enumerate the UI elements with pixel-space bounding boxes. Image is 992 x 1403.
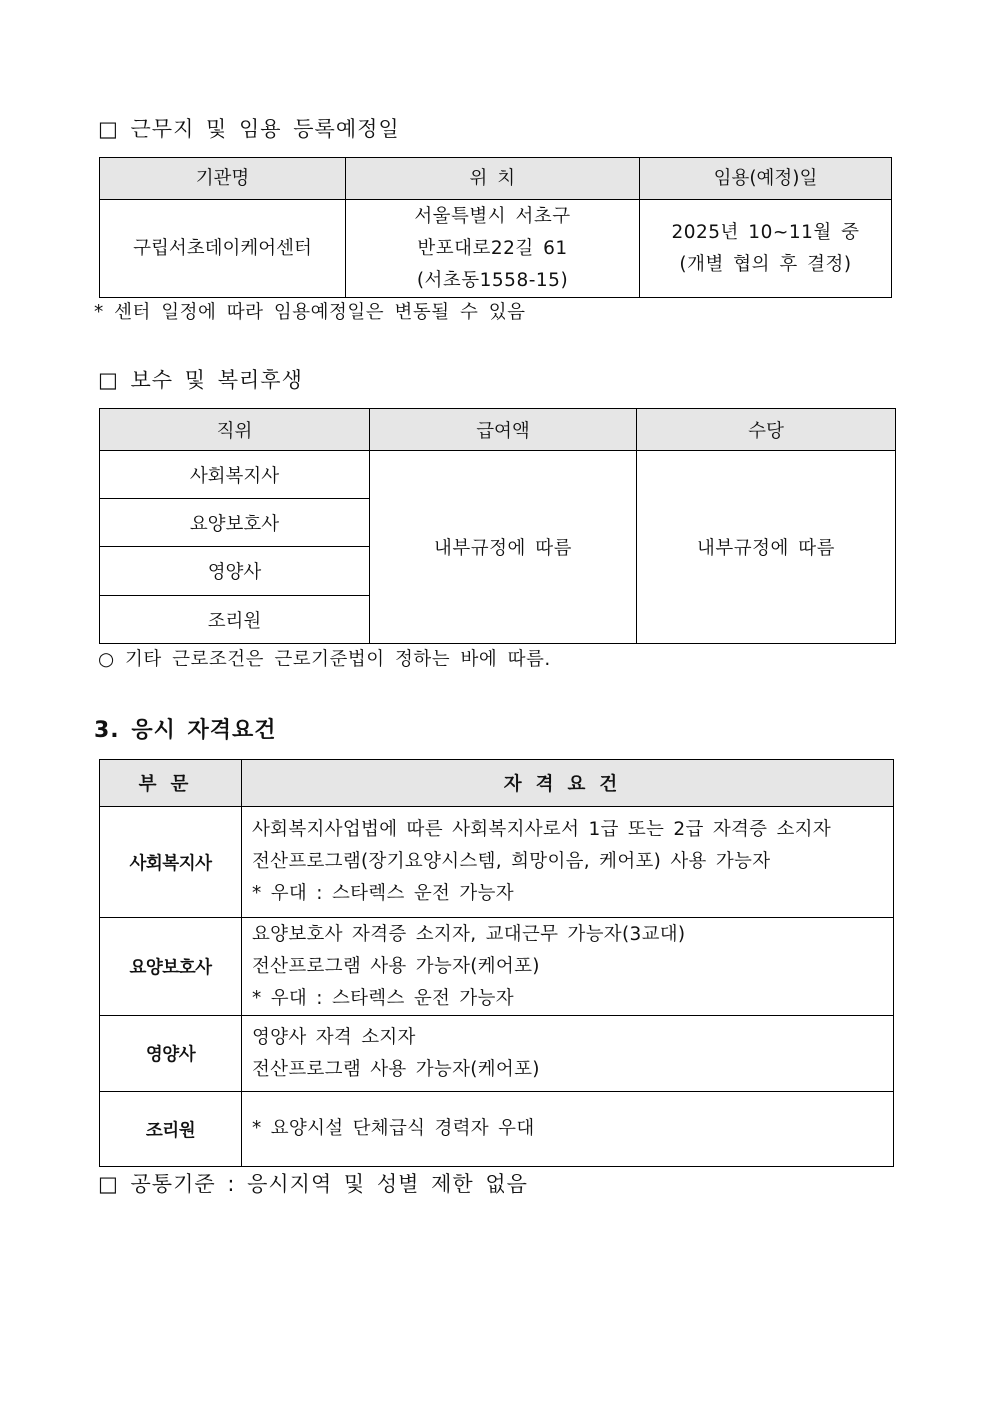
position-cell: 영양사 (100, 547, 370, 596)
requirements-cell (242, 1092, 894, 1167)
qualifications-table (99, 759, 894, 1167)
header-institution: 기관명 (100, 158, 346, 200)
allowance-cell: 내부규정에 따름 (637, 451, 896, 644)
requirement-line: 사회복지사업법에 따른 사회복지사로서 1급 또는 2급 자격증 소지자 (252, 819, 832, 840)
header-requirements: 자격요건 (242, 760, 894, 807)
header-location: 위 치 (346, 158, 640, 200)
position-cell: 요양보호사 (100, 499, 370, 547)
dept-cell: 영양사 (100, 1016, 242, 1092)
header-position: 직위 (100, 409, 370, 451)
institution-name: 구립서초데이케어센터 (100, 200, 346, 298)
requirement-line: 전산프로그램 사용 가능자(케어포) (252, 955, 540, 977)
requirement-line: 전산프로그램 사용 가능자(케어포) (252, 1058, 540, 1080)
location-line: 서울특별시 서초구 (414, 205, 571, 227)
workplace-note: * 센터 일정에 따라 임용예정일은 변동될 수 있음 (94, 302, 526, 323)
requirements-cell (242, 1016, 894, 1092)
dept-cell: 조리원 (100, 1092, 242, 1167)
workplace-heading: □ 근무지 및 임용 등록예정일 (98, 117, 400, 141)
header-allowance: 수당 (637, 409, 896, 451)
header-pay: 급여액 (370, 409, 637, 451)
qualifications-title: 3. 응시 자격요건 (94, 718, 277, 743)
dept-cell: 사회복지사 (100, 807, 242, 918)
requirement-line: 전산프로그램(장기요양시스템, 희망이음, 케어포) 사용 가능자 (252, 851, 771, 872)
location-line: 반포대로22길 61 (417, 237, 568, 259)
requirement-line: * 요양시설 단체급식 경력자 우대 (252, 1118, 535, 1139)
requirements-cell (242, 918, 894, 1016)
location-line: (서초동1558-15) (416, 269, 569, 291)
position-cell: 조리원 (100, 596, 370, 644)
dept-cell: 요양보호사 (100, 918, 242, 1016)
header-dept: 부문 (100, 760, 242, 807)
requirements-cell (242, 807, 894, 918)
date-line: (개별 협의 후 결정) (679, 253, 852, 275)
workplace-table (99, 157, 892, 298)
requirement-line: * 우대 : 스타렉스 운전 가능자 (252, 987, 514, 1009)
requirement-line: 영양사 자격 소지자 (252, 1026, 416, 1048)
common-criteria: □ 공통기준 : 응시지역 및 성별 제한 없음 (98, 1172, 528, 1196)
requirement-line: 요양보호사 자격증 소지자, 교대근무 가능자(3교대) (252, 923, 686, 945)
pay-cell: 내부규정에 따름 (370, 451, 637, 644)
position-cell: 사회복지사 (100, 451, 370, 499)
salary-heading: □ 보수 및 복리후생 (98, 368, 303, 392)
requirement-line: * 우대 : 스타렉스 운전 가능자 (252, 883, 514, 904)
salary-note: ○ 기타 근로조건은 근로기준법이 정하는 바에 따름. (98, 649, 551, 670)
institution-location (346, 200, 640, 298)
date-line: 2025년 10~11월 중 (671, 221, 860, 243)
appointment-date (640, 200, 892, 298)
salary-table (99, 408, 896, 644)
header-appointment-date: 임용(예정)일 (640, 158, 892, 200)
